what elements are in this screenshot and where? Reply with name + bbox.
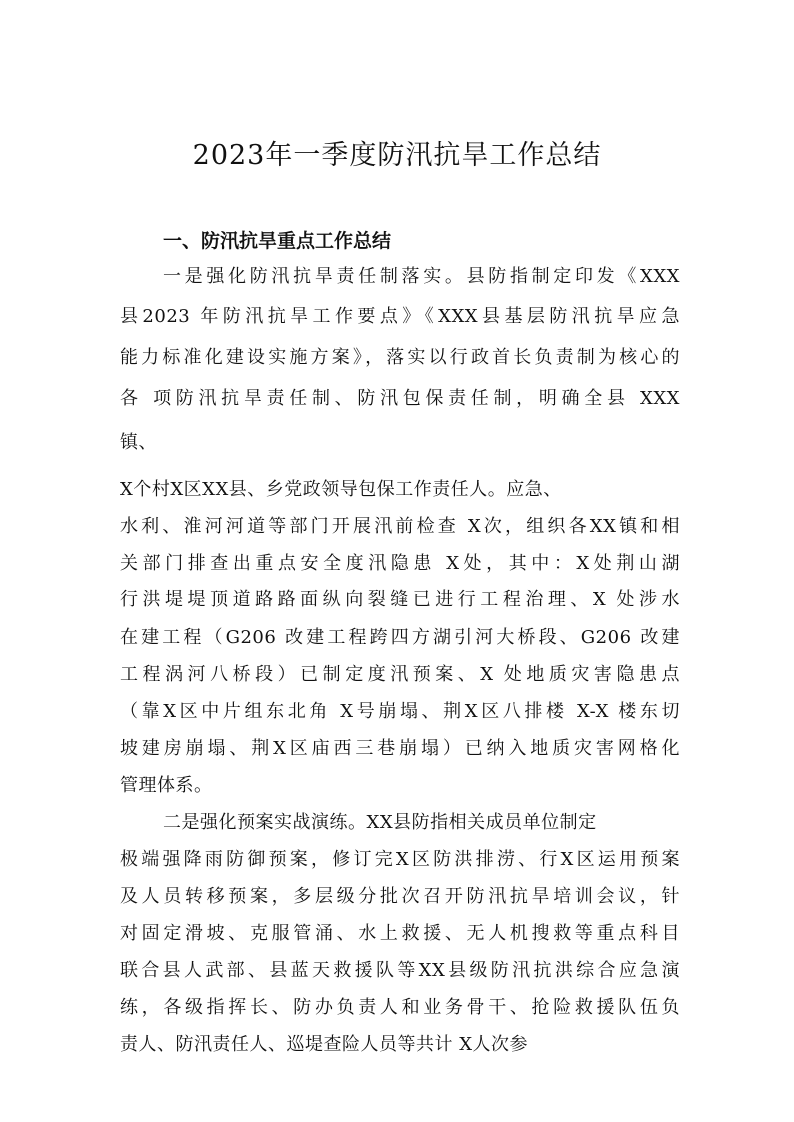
paragraph-line: 工程涡河八桥段）已制定度汛预案、X 处地质灾害隐患点 <box>120 664 680 685</box>
paragraph-line: 能力标准化建设实施方案》，落实以行政首长负责制为核心的 <box>120 347 680 368</box>
paragraph-line: 对固定滑坡、克服管涌、水上救援、无人机搜救等重点科目 <box>120 923 680 944</box>
paragraph-line: 镇、 <box>120 432 157 453</box>
paragraph-line: 水利、淮河河道等部门开展汛前检查 X次，组织各XX镇和相 <box>120 516 680 537</box>
paragraph-line: 联合县人武部、县蓝天救援队等XX县级防汛抗洪综合应急演 <box>120 960 680 981</box>
paragraph-line: 及人员转移预案，多层级分批次召开防汛抗旱培训会议，针 <box>120 886 680 907</box>
paragraph-line: 练，各级指挥长、防办负责人和业务骨干、抢险救援队伍负 <box>120 997 680 1018</box>
paragraph-line: 坡建房崩塌、荆X区庙西三巷崩塌）已纳入地质灾害网格化 <box>120 738 680 759</box>
paragraph-line: X个村X区XX县、乡党政领导包保工作责任人。应急、 <box>120 479 562 500</box>
paragraph-line: 管理体系。 <box>120 775 213 796</box>
section-heading: 一、防汛抗旱重点工作总结 <box>163 230 392 252</box>
paragraph-line: 一是强化防汛抗旱责任制落实。县防指制定印发《XXX <box>163 266 680 287</box>
paragraph-line: 行洪堤堤顶道路路面纵向裂缝已进行工程治理、X 处涉水 <box>120 589 680 610</box>
paragraph-line: 关部门排查出重点安全度汛隐患 X处，其中：X处荆山湖 <box>120 553 680 574</box>
paragraph-line: 在建工程（G206 改建工程跨四方湖引河大桥段、G206 改建 <box>120 627 680 648</box>
paragraph-line: （靠X区中片组东北角 X号崩塌、荆X区八排楼 X-X 楼东切 <box>120 701 680 722</box>
paragraph-line: 责人、防汛责任人、巡堤查险人员等共计 X人次参 <box>120 1034 529 1055</box>
paragraph-line: 各 项防汛抗旱责任制、防汛包保责任制，明确全县 XXX <box>120 388 680 409</box>
paragraph-line: 县2023 年防汛抗旱工作要点》《XXX县基层防汛抗旱应急 <box>120 306 680 327</box>
paragraph-line: 二是强化预案实战演练。XX县防指相关成员单位制定 <box>163 812 597 833</box>
document-title: 2023年一季度防汛抗旱工作总结 <box>192 140 602 171</box>
paragraph-line: 极端强降雨防御预案，修订完X区防洪排涝、行X区运用预案 <box>120 849 680 870</box>
